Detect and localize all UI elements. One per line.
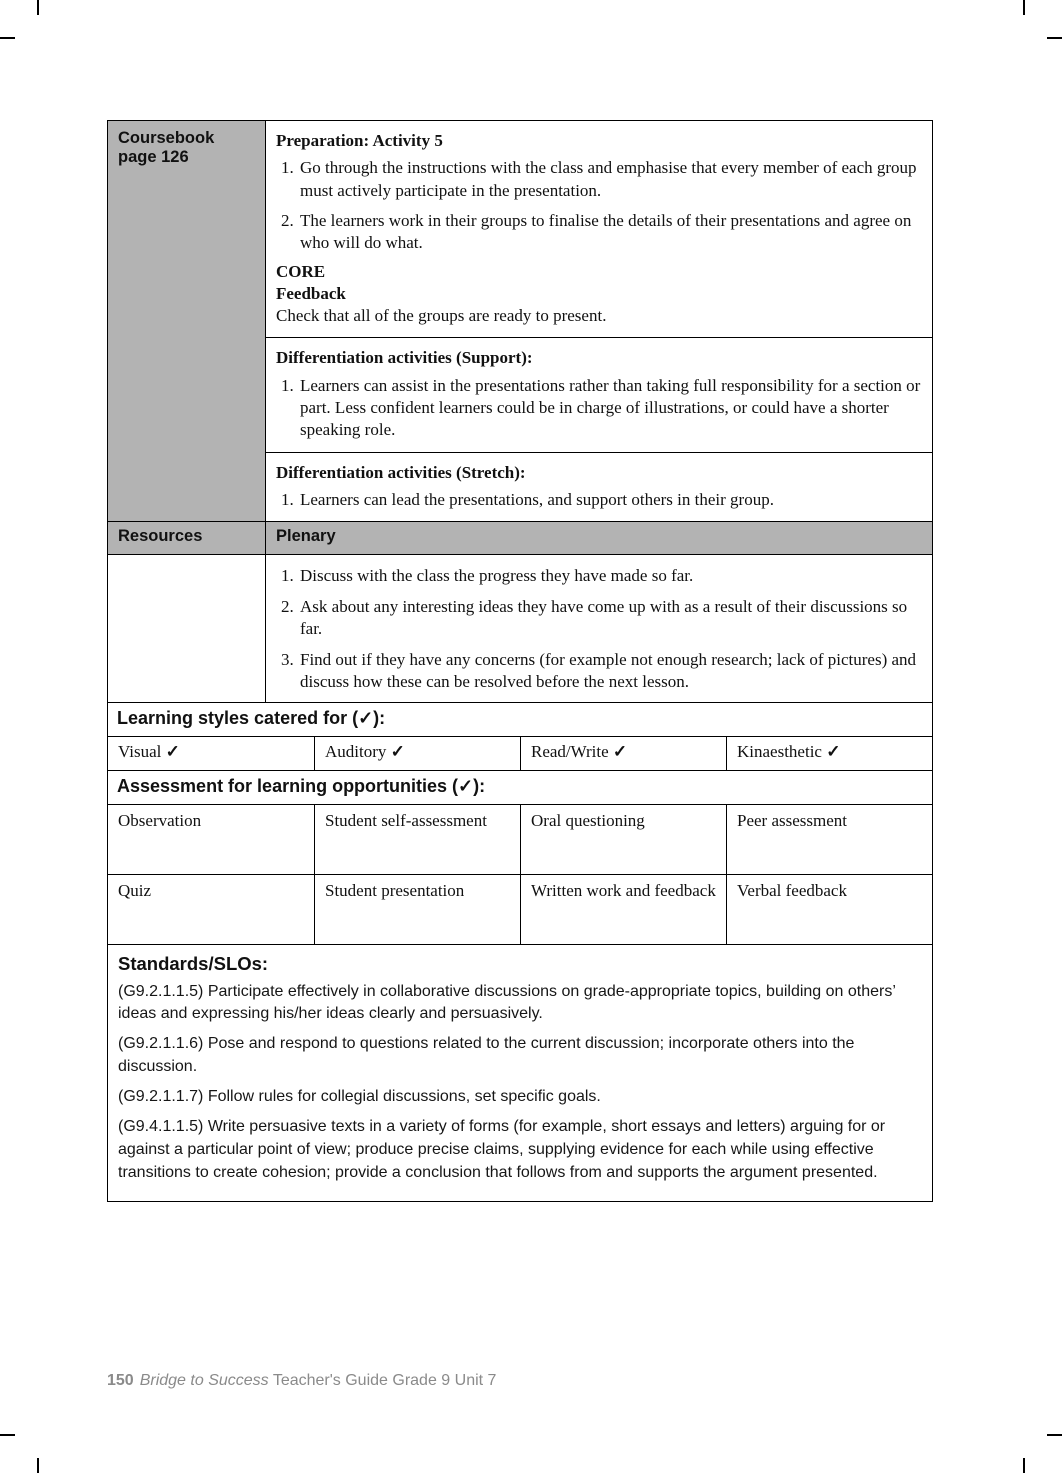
crop-mark-bottom-right-horizontal xyxy=(1047,1434,1062,1436)
page-number: 150 xyxy=(107,1372,134,1389)
standards-title: Standards/SLOs: xyxy=(118,952,269,974)
differentiation-support-title: Differentiation activities (Support): xyxy=(276,348,533,368)
assessment-row-1 xyxy=(108,804,932,874)
plenary-header-cell xyxy=(266,522,932,554)
check-mark-icon: ✓ xyxy=(390,741,405,761)
assessment-cell: Peer assessment xyxy=(726,805,932,874)
plenary-list xyxy=(276,565,922,693)
numbered-item: 1. Go through the instructions with the class and emphasise that every member of each group must actively participate in the presentation. xyxy=(298,157,922,202)
coursebook-label-line1: Coursebook xyxy=(118,129,215,147)
preparation-list xyxy=(276,157,922,255)
learning-style-cell-readwrite xyxy=(520,737,726,770)
assessment-cell: Verbal feedback xyxy=(726,875,932,944)
numbered-item: 3. Find out if they have any concerns (for example not enough research; lack of pictures) and discuss how these can be resolved before the next lesson. xyxy=(298,649,922,694)
row-preparation xyxy=(108,121,932,521)
plenary-content-cell xyxy=(266,555,932,701)
differentiation-stretch-block xyxy=(266,452,932,522)
crop-mark-top-left-horizontal xyxy=(0,37,15,39)
numbered-item: 1. Learners can assist in the presentations rather than taking full responsibility for a section or part. Less confident learners could be in charge of illustrations, or could have a shorter speaking role. xyxy=(298,375,922,442)
learning-style-cell-auditory xyxy=(314,737,520,770)
crop-mark-bottom-left-horizontal xyxy=(0,1434,15,1436)
check-mark-icon: ✓ xyxy=(826,741,841,761)
crop-mark-bottom-right-vertical xyxy=(1023,1458,1025,1473)
assessment-row-2 xyxy=(108,874,932,944)
coursebook-cell xyxy=(108,121,266,521)
plenary-label: Plenary xyxy=(276,527,336,546)
crop-mark-top-left-vertical xyxy=(37,0,39,15)
assessment-title: Assessment for learning opportunities (✓): xyxy=(117,775,486,796)
assessment-cell: Quiz xyxy=(118,880,152,900)
standards-section xyxy=(108,944,932,1201)
resources-header-cell xyxy=(108,522,266,554)
row-plenary-content xyxy=(108,554,932,701)
learning-style-cell-visual xyxy=(108,737,314,770)
resources-content-cell xyxy=(108,555,266,701)
standards-paragraph: (G9.2.1.1.6) Pose and respond to questions related to the current discussion; incorporate others into the discussion. xyxy=(118,1035,855,1076)
footer-book-title: Bridge to Success xyxy=(139,1372,269,1389)
feedback-text: Check that all of the groups are ready to present. xyxy=(276,306,607,326)
standards-paragraph: (G9.2.1.1.5) Participate effectively in collaborative discussions on grade-appropriate topics, building on others’ ideas and expressing his/her ideas clearly and persuasively. xyxy=(118,982,896,1023)
numbered-item: 1. Discuss with the class the progress they have made so far. xyxy=(298,565,922,587)
preparation-cell xyxy=(266,121,932,521)
coursebook-label-line2: page 126 xyxy=(118,148,189,166)
learning-styles-title: Learning styles catered for (✓): xyxy=(117,707,386,728)
footer-subtitle: Teacher's Guide Grade 9 Unit 7 xyxy=(272,1372,497,1389)
preparation-block xyxy=(266,121,932,337)
assessment-cell: Observation xyxy=(118,810,202,830)
core-label: CORE xyxy=(276,261,326,281)
assessment-cell: Student self-assessment xyxy=(314,805,520,874)
differentiation-stretch-title: Differentiation activities (Stretch): xyxy=(276,462,526,482)
learning-style-label: Visual xyxy=(118,741,162,761)
crop-mark-bottom-left-vertical xyxy=(37,1458,39,1473)
assessment-cell: Written work and feedback xyxy=(520,875,726,944)
assessment-cell: Student presentation xyxy=(314,875,520,944)
crop-mark-top-right-vertical xyxy=(1023,0,1025,15)
differentiation-support-block xyxy=(266,337,932,451)
learning-style-label: Read/Write xyxy=(531,741,609,761)
differentiation-stretch-list xyxy=(276,489,922,511)
check-mark-icon: ✓ xyxy=(165,741,180,761)
feedback-label: Feedback xyxy=(276,283,346,303)
resources-label: Resources xyxy=(118,527,203,546)
learning-styles-header xyxy=(108,702,932,736)
learning-styles-row xyxy=(108,736,932,770)
learning-style-label: Auditory xyxy=(325,741,387,761)
preparation-title: Preparation: Activity 5 xyxy=(276,131,443,150)
standards-paragraph: (G9.2.1.1.7) Follow rules for collegial discussions, set specific goals. xyxy=(118,1088,601,1106)
standards-paragraph: (G9.4.1.1.5) Write persuasive texts in a variety of forms (for example, short essays and letters) arguing for or against a particular point of view; produce precise claims, supplying evidence for each while using effective transitions to create cohesion; provide a conclusion that follows from and supports the argument presented. xyxy=(118,1117,886,1181)
numbered-item: 1. Learners can lead the presentations, and support others in their group. xyxy=(298,489,922,511)
numbered-item: 2. The learners work in their groups to finalise the details of their presentations and agree on who will do what. xyxy=(298,210,922,255)
differentiation-support-list xyxy=(276,375,922,442)
numbered-item: 2. Ask about any interesting ideas they have come up with as a result of their discussions so far. xyxy=(298,596,922,641)
learning-style-label: Kinaesthetic xyxy=(737,741,822,761)
row-resources-plenary-header xyxy=(108,521,932,554)
assessment-cell: Oral questioning xyxy=(520,805,726,874)
page-footer xyxy=(107,1372,496,1390)
crop-mark-top-right-horizontal xyxy=(1047,37,1062,39)
check-mark-icon: ✓ xyxy=(612,741,628,761)
assessment-header xyxy=(108,770,932,804)
learning-style-cell-kinaesthetic xyxy=(726,737,932,770)
lesson-plan-table xyxy=(107,120,933,1202)
